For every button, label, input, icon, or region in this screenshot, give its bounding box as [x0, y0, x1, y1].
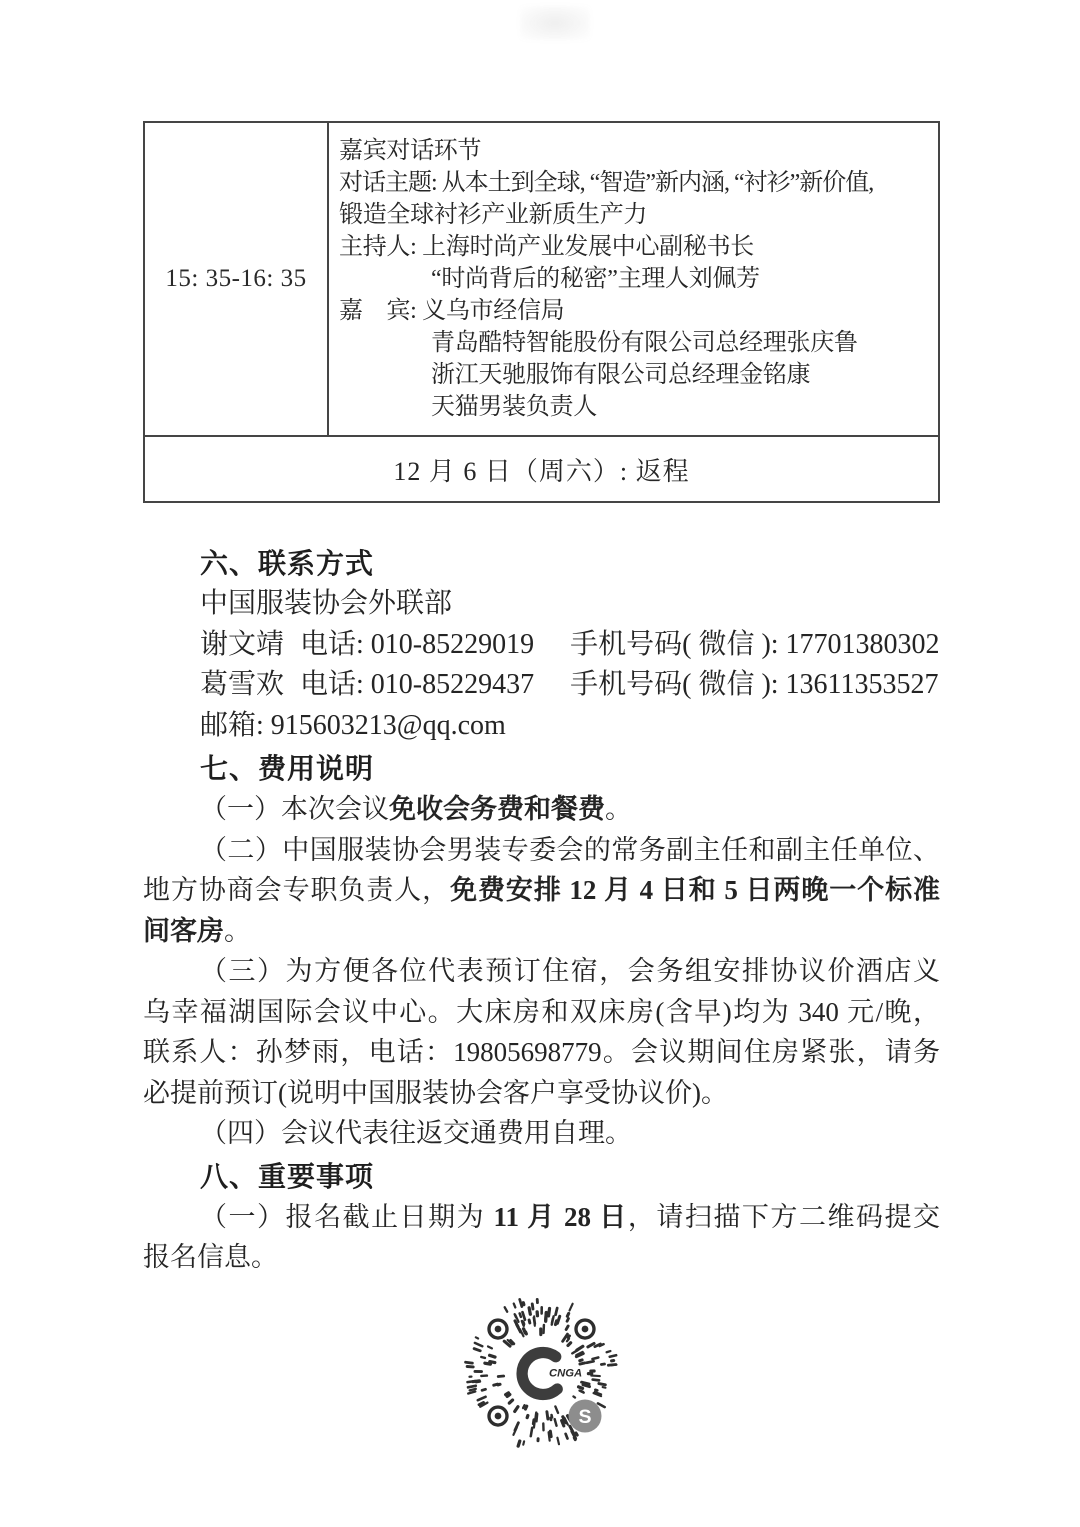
- important-item1-tail: ，请扫描下方二维码提交: [627, 1201, 941, 1232]
- contact-name: 葛雪欢: [200, 669, 285, 700]
- fees-item-3-line1: （三）为方便各位代表预订住宿，会务组安排协议价酒店义: [200, 956, 940, 986]
- fees-item-1: [143, 789, 940, 830]
- agenda-table: [143, 121, 940, 503]
- important-section: [143, 1156, 940, 1278]
- fees-item1-text: （一）本次会议: [200, 794, 389, 824]
- agenda-line: “时尚背后的秘密”主理人刘佩芳: [431, 266, 760, 292]
- agenda-line: 嘉 宾: 义乌市经信局: [339, 298, 565, 324]
- fees-item-2-line3: [143, 911, 940, 952]
- contact-name: 谢文靖: [200, 628, 285, 660]
- return-row: [144, 436, 939, 502]
- fees-item2-bold2: 间客房: [143, 915, 224, 946]
- return-row-cell: 12 月 6 日（周六）: 返程: [144, 436, 939, 502]
- fees-item-3-line2: 乌幸福湖国际会议中心。大床房和双床房(含早)均为 340 元/晚，: [143, 996, 940, 1027]
- qr-code: [459, 1290, 624, 1455]
- time-cell: 15: 35-16: 35: [144, 122, 328, 436]
- fees-item1-period: 。: [605, 794, 632, 824]
- agenda-line: 锻造全球衬衫产业新质生产力: [339, 202, 648, 228]
- fees-item-3-line3: 联系人：孙梦雨，电话：19805698779。会议期间住房紧张，请务: [143, 1037, 940, 1067]
- contact-mobile: 手机号码( 微信 ): 17701380302: [570, 628, 940, 660]
- agenda-row: [144, 122, 939, 436]
- important-item1-text: （一）报名截止日期为: [200, 1201, 494, 1232]
- agenda-line: 青岛酷特智能股份有限公司总经理张庆鲁: [431, 330, 858, 356]
- miniprogram-badge-glyph: S: [578, 1405, 592, 1428]
- contact-email: 邮箱: 915603213@qq.com: [200, 709, 506, 741]
- agenda-line: 天猫男装负责人: [431, 394, 597, 420]
- fees-section: [143, 748, 940, 1154]
- fees-item2-period: 。: [224, 915, 251, 946]
- agenda-line: 嘉宾对话环节: [339, 138, 482, 164]
- fees-item2-text: 地方协商会专职负责人，: [143, 875, 451, 905]
- fees-item-2-line1: （二）中国服装协会男装专委会的常务副主任和副主任单位、: [200, 834, 940, 865]
- fees-item-2-line2: [143, 870, 940, 911]
- contact-department: 中国服装协会外联部: [200, 588, 453, 619]
- contact-phone: 电话: 010-85229437: [300, 669, 535, 700]
- agenda-line: 对话主题: 从本土到全球, “智造”新内涵, “衬衫”新价值,: [339, 170, 874, 196]
- contact-phone: 电话: 010-85229019: [300, 628, 535, 660]
- fees-item-4: （四）会议代表往返交通费用自理。: [200, 1118, 632, 1148]
- contact-section: [143, 543, 940, 746]
- fees-item2-bold: 免费安排 12 月 4 日和 5 日两晚一个标准: [450, 875, 941, 905]
- fees-item-3-line4: 必提前预订(说明中国服装协会客户享受协议价)。: [143, 1077, 728, 1108]
- contact-person-row: [143, 625, 940, 666]
- important-item-1-line2: 报名信息。: [143, 1242, 278, 1272]
- contact-heading: 六、联系方式: [200, 548, 375, 579]
- contact-person-row: [143, 665, 940, 706]
- important-heading: 八、重要事项: [200, 1160, 375, 1192]
- document-page: [143, 0, 940, 1455]
- agenda-line: 主持人: 上海时尚产业发展中心副秘书长: [339, 234, 754, 260]
- cnga-logo-text: CNGA: [549, 1366, 583, 1379]
- agenda-line: 浙江天驰服饰有限公司总经理金铭康: [431, 362, 811, 388]
- fees-item1-bold: 免收会务费和餐费: [389, 794, 605, 824]
- fees-heading: 七、费用说明: [200, 753, 375, 784]
- important-item1-bold: 11 月 28 日: [493, 1201, 628, 1232]
- contact-mobile: 手机号码( 微信 ): 13611353527: [570, 669, 939, 700]
- agenda-content-cell: [328, 122, 939, 436]
- important-item-1: [143, 1197, 940, 1238]
